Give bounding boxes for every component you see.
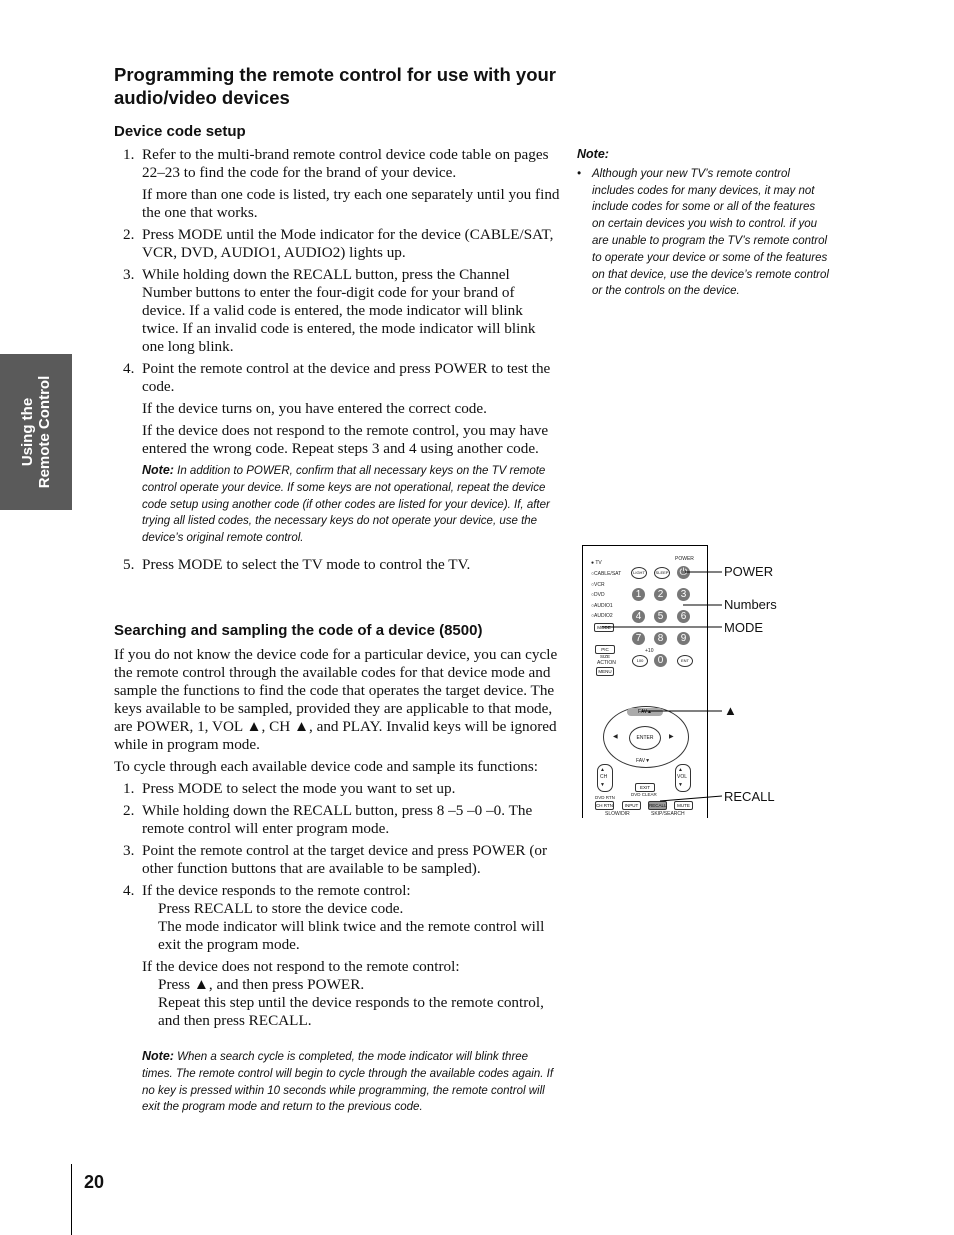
step-3 — [114, 266, 560, 356]
step-sub: The mode indicator will blink twice and the remote control will exit the program mode. — [158, 918, 545, 953]
step-4 — [114, 360, 560, 547]
step-text: If the device responds to the remote control: — [142, 882, 411, 899]
searching-section — [114, 646, 560, 1116]
mode-callout-label: MODE — [724, 620, 763, 635]
step-extra: If the device does not respond to the remote control, you may have entered the wrong code. Repeat steps 3 and 4 using another code. — [142, 422, 549, 457]
search-step-2 — [114, 802, 560, 838]
searching-intro: If you do not know the device code for a particular device, you can cycle the remote control through the available codes for that device mode and sample the functions to find the code that operates the target device. The keys available to be sampled, provided they are applicable to that mode, are POWER, 1, VOL ▲, CH ▲, and PLAY. Invalid keys will be ignored while in program mode. — [114, 646, 558, 753]
step-extra: If the device turns on, you have entered the correct code. — [142, 400, 487, 417]
step-text: While holding down the RECALL button, press 8 –5 –0 –0. The remote control will enter program mode. — [142, 802, 533, 837]
remote-control-illustration — [582, 545, 708, 818]
step-number: 2. — [123, 226, 135, 243]
mode-indicator-audio1: ○AUDIO1 — [591, 603, 613, 609]
fav-down-button[interactable]: FAV▼ — [636, 758, 651, 764]
search-step-4 — [114, 882, 560, 1116]
section-tab-label: Using the Remote Control — [19, 375, 53, 489]
input-button[interactable]: INPUT — [622, 801, 641, 810]
step-5 — [114, 556, 560, 574]
ent-button[interactable]: ENT — [677, 655, 693, 667]
power-button[interactable]: ⏻ — [677, 566, 690, 579]
step-text: Press MODE to select the TV mode to control the TV. — [142, 555, 471, 573]
note-label: Note: — [577, 147, 609, 161]
vol-up-icon: ▲ — [678, 767, 683, 773]
note-bullet-item — [577, 166, 829, 300]
digit-5-button[interactable]: 5 — [654, 610, 667, 623]
step-text: Point the remote control at the target device and press POWER (or other function buttons that are available to be sampled). — [142, 842, 548, 877]
ch-label: CH — [600, 774, 608, 780]
note-label: Note: — [142, 1049, 174, 1063]
enter-button[interactable]: ENTER — [629, 726, 661, 750]
note-label: Note: — [142, 463, 174, 477]
ch-rtn-button[interactable]: CH RTN — [596, 803, 613, 808]
digit-8-button[interactable]: 8 — [654, 632, 667, 645]
digit-6-button[interactable]: 6 — [677, 610, 690, 623]
step-2 — [114, 226, 560, 262]
step-number: 5. — [123, 555, 135, 573]
right-arrow-icon[interactable]: ▶ — [669, 734, 674, 740]
mode-button[interactable]: MODE — [594, 623, 614, 632]
dvd-clear-label: DVD CLEAR — [631, 792, 657, 797]
page-number-rule — [71, 1164, 72, 1235]
mute-button[interactable]: MUTE — [674, 801, 693, 810]
note-text: Although your new TV’s remote control includes codes for many devices, it may not include codes for some or all of the features on certain devices you wish to control. if you are unable to program the TV’s remote control to operate your device or some of the features on that device, use the device’s remote control or the controls on the device. — [592, 167, 829, 298]
bullet: • — [577, 167, 582, 180]
page-title: Programming the remote control for use with your audio/video devices — [114, 64, 556, 108]
step-text: Point the remote control at the device and press POWER to test the code. — [142, 360, 551, 395]
step-number: 4. — [123, 882, 135, 899]
step-sub: Press RECALL to store the device code. — [158, 900, 404, 917]
skip-search-label: SKIP/SEARCH — [651, 811, 685, 817]
step-number: 3. — [123, 266, 135, 283]
step-sub: Press ▲, and then press POWER. — [158, 976, 365, 993]
digit-7-button[interactable]: 7 — [632, 632, 645, 645]
sleep-button[interactable]: SLEEP — [654, 567, 670, 579]
search-step-3 — [114, 842, 560, 878]
digit-9-button[interactable]: 9 — [677, 632, 690, 645]
ch-up-icon: ▲ — [600, 767, 605, 773]
fav-up-button[interactable]: FAV▲ — [627, 708, 663, 716]
step-text: Refer to the multi-brand remote control device code table on pages 22–23 to find the code for the brand of your device. — [142, 146, 549, 181]
power-label: POWER — [675, 556, 694, 562]
vol-down-icon: ▼ — [678, 782, 683, 788]
step-text: Press MODE to select the mode you want to set up. — [142, 780, 456, 797]
pic-size-button[interactable]: PIC SIZE — [595, 645, 615, 654]
light-button[interactable]: LIGHT — [631, 567, 647, 579]
searching-heading: Searching and sampling the code of a device (8500) — [114, 622, 483, 639]
digit-2-button[interactable]: 2 — [654, 588, 667, 601]
dvd-rtn-label: DVD RTN — [595, 795, 615, 800]
action-label: ACTION — [597, 660, 616, 666]
menu-button[interactable]: MENU — [596, 667, 614, 676]
slow-dir-label: SLOW/DIR — [605, 811, 630, 817]
setup-note — [142, 462, 560, 547]
digit-3-button[interactable]: 3 — [677, 588, 690, 601]
hundred-button[interactable]: 100 — [632, 655, 648, 667]
searching-lead: To cycle through each available device code and sample its functions: — [114, 758, 539, 775]
step-number: 1. — [123, 780, 135, 797]
step-text: While holding down the RECALL button, press the Channel Number buttons to enter the four-digit code for your brand of device. If a valid code is entered, the mode indicator will blink twice. If an invalid code is entered, the mode indicator will blink one long blink. — [142, 266, 536, 355]
page-number: 20 — [84, 1172, 105, 1192]
mode-indicator-audio2: ○AUDIO2 — [591, 613, 613, 619]
digit-4-button[interactable]: 4 — [632, 610, 645, 623]
recall-button[interactable]: RECALL — [649, 803, 667, 808]
mode-indicator-cable: ○CABLE/SAT — [591, 571, 622, 577]
step-number: 4. — [123, 360, 135, 377]
section-tab — [0, 354, 72, 510]
side-note — [577, 146, 829, 300]
note-text: When a search cycle is completed, the mode indicator will blink three times. The remote control will begin to cycle through the available codes again. If no key is pressed within 10 seconds while programming, the remote control will exit the program mode and return to the previous code. — [142, 1051, 554, 1114]
step-1 — [114, 146, 560, 222]
mode-indicator-dvd: ○DVD — [591, 592, 605, 598]
step-else: If the device does not respond to the remote control: — [142, 958, 460, 975]
mode-indicator-vcr: ○VCR — [591, 582, 605, 588]
search-step-1 — [114, 780, 560, 798]
digit-0-button[interactable]: 0 — [654, 654, 667, 667]
mode-indicator-tv: ● TV — [591, 560, 602, 566]
step-number: 2. — [123, 802, 135, 819]
numbers-callout-label: Numbers — [724, 597, 777, 612]
search-note — [142, 1048, 560, 1116]
up-arrow-callout-label: ▲ — [724, 703, 737, 718]
step-sub: Repeat this step until the device responds to the remote control, and then press RECALL. — [158, 994, 544, 1029]
plus10-label: +10 — [645, 648, 654, 654]
exit-button[interactable]: EXIT — [635, 783, 655, 792]
step-text: Press MODE until the Mode indicator for the device (CABLE/SAT, VCR, DVD, AUDIO1, AUDIO2) lights up. — [142, 226, 554, 261]
step-extra: If more than one code is listed, try each one separately until you find the one that works. — [142, 186, 560, 221]
recall-callout-label: RECALL — [724, 789, 775, 804]
step-number: 3. — [123, 842, 135, 859]
digit-1-button[interactable]: 1 — [632, 588, 645, 601]
vol-label: VOL — [677, 774, 688, 780]
ch-down-icon: ▼ — [600, 782, 605, 788]
note-text: In addition to POWER, confirm that all necessary keys on the TV remote control operate your device. If some keys are not operational, repeat the device code setup using another code (if other codes are listed for your device). If, after trying all listed codes, the necessary keys do not operate your device, use the device’s original remote control. — [142, 465, 550, 545]
device-code-setup-heading: Device code setup — [114, 123, 246, 140]
device-code-setup-steps — [114, 146, 560, 574]
left-arrow-icon[interactable]: ◀ — [613, 734, 618, 740]
step-number: 1. — [123, 146, 135, 163]
power-callout-label: POWER — [724, 564, 774, 579]
